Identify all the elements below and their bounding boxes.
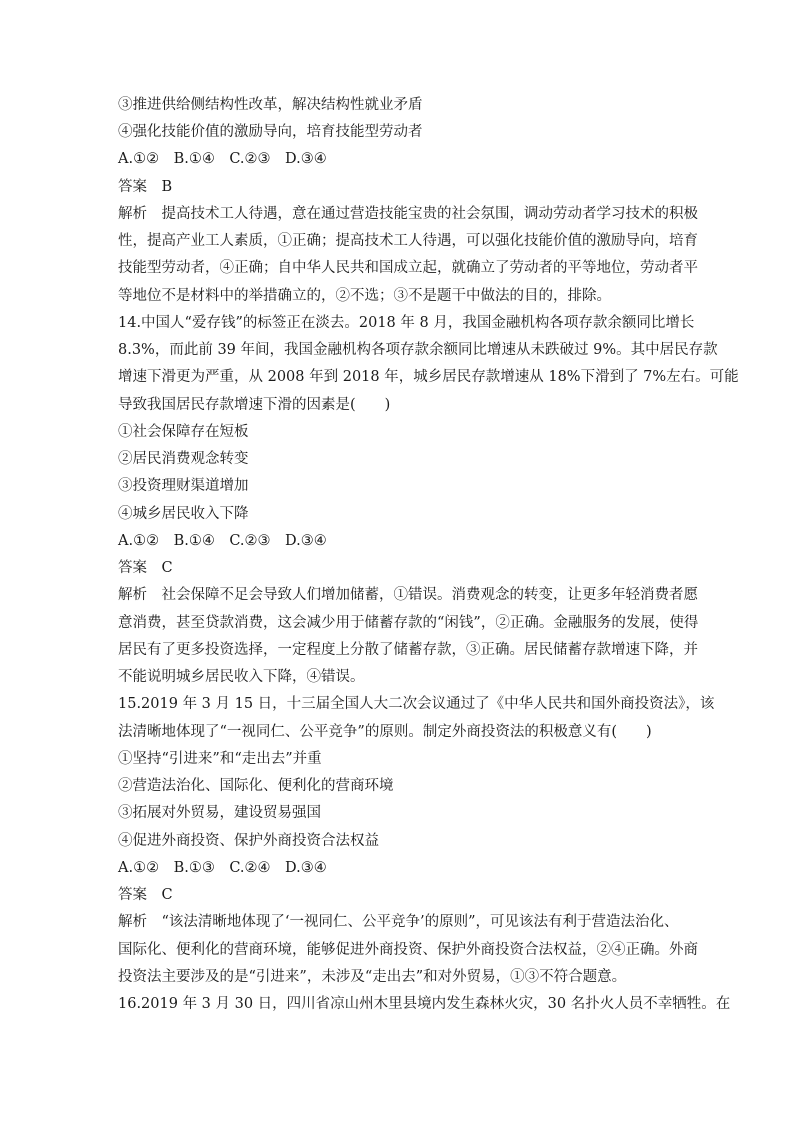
q13-option-3: ③推进供给侧结构性改革，解决结构性就业矛盾: [118, 97, 423, 113]
q14-option-3: ③投资理财渠道增加: [118, 478, 249, 494]
q15-analysis-line-2: 国际化、便利化的营商环境，能够促进外商投资、保护外商投资合法权益，②④正确。外商: [118, 942, 698, 958]
q15-answer: 答案 C: [118, 887, 173, 903]
q14-choices: A.①② B.①④ C.②③ D.③④: [118, 533, 327, 549]
q15-option-2: ②营造法治化、国际化、便利化的营商环境: [118, 778, 394, 794]
q15-choices: A.①② B.①③ C.②④ D.③④: [118, 860, 327, 876]
q13-answer: 答案 B: [118, 179, 173, 195]
q14-analysis-line-2: 意消费，甚至贷款消费，这会减少用于储蓄存款的“闲钱”，②正确。金融服务的发展，使得: [118, 615, 699, 631]
q14-option-1: ①社会保障存在短板: [118, 424, 249, 440]
q15-analysis-line-3: 投资法主要涉及的是“引进来”，未涉及“走出去”和对外贸易，①③不符合题意。: [118, 969, 627, 985]
q14-answer: 答案 C: [118, 560, 173, 576]
q15-option-1: ①坚持“引进来”和“走出去”并重: [118, 751, 322, 767]
q15-option-3: ③拓展对外贸易，建设贸易强国: [118, 805, 321, 821]
q14-stem-line-3: 增速下滑更为严重，从 2008 年到 2018 年，城乡居民存款增速从 18%下滑到了 7%左右。可能: [118, 369, 739, 385]
q13-analysis-line-2: 性，提高产业工人素质，①正确；提高技术工人待遇，可以强化技能价值的激励导向，培育: [118, 233, 698, 249]
q16-stem-line-1: 16.2019 年 3 月 30 日，四川省凉山州木里县境内发生森林火灾，30 名扑火人员不幸牺牲。在: [118, 996, 731, 1012]
q13-option-4: ④强化技能价值的激励导向，培育技能型劳动者: [118, 124, 423, 140]
q15-stem-line-1: 15.2019 年 3 月 15 日，十三届全国人大二次会议通过了《中华人民共和国外商投资法》，该: [118, 696, 715, 712]
q14-option-4: ④城乡居民收入下降: [118, 506, 249, 522]
q15-option-4: ④促进外商投资、保护外商投资合法权益: [118, 833, 379, 849]
q13-analysis-line-3: 技能型劳动者，④正确；自中华人民共和国成立起，就确立了劳动者的平等地位，劳动者平: [118, 260, 698, 276]
q14-option-2: ②居民消费观念转变: [118, 451, 249, 467]
q13-choices: A.①② B.①④ C.②③ D.③④: [118, 151, 327, 167]
q14-stem-line-4: 导致我国居民存款增速下滑的因素是( ): [118, 397, 391, 413]
q14-stem-line-2: 8.3%，而此前 39 年间，我国金融机构各项存款余额同比增速从未跌破过 9%。其中居民存款: [118, 342, 718, 358]
q15-analysis-line-1: 解析 “该法清晰地体现了‘一视同仁、公平竞争’的原则”，可见该法有利于营造法治化、: [118, 914, 679, 930]
q15-stem-line-2: 法清晰地体现了“一视同仁、公平竞争”的原则。制定外商投资法的积极意义有( ): [118, 724, 652, 740]
q14-stem-line-1: 14.中国人“爱存钱”的标签正在淡去。2018 年 8 月，我国金融机构各项存款余额同比增长: [118, 315, 695, 331]
q13-analysis-line-1: 解析 提高技术工人待遇，意在通过营造技能宝贵的社会氛围，调动劳动者学习技术的积极: [118, 206, 698, 222]
q14-analysis-line-3: 居民有了更多投资选择，一定程度上分散了储蓄存款，③正确。居民储蓄存款增速下降，并: [118, 642, 698, 658]
q14-analysis-line-4: 不能说明城乡居民收入下降，④错误。: [118, 669, 365, 685]
q13-analysis-line-4: 等地位不是材料中的举措确立的，②不选；③不是题干中做法的目的，排除。: [118, 288, 611, 304]
q14-analysis-line-1: 解析 社会保障不足会导致人们增加储蓄，①错误。消费观念的转变，让更多年轻消费者愿: [118, 587, 698, 603]
